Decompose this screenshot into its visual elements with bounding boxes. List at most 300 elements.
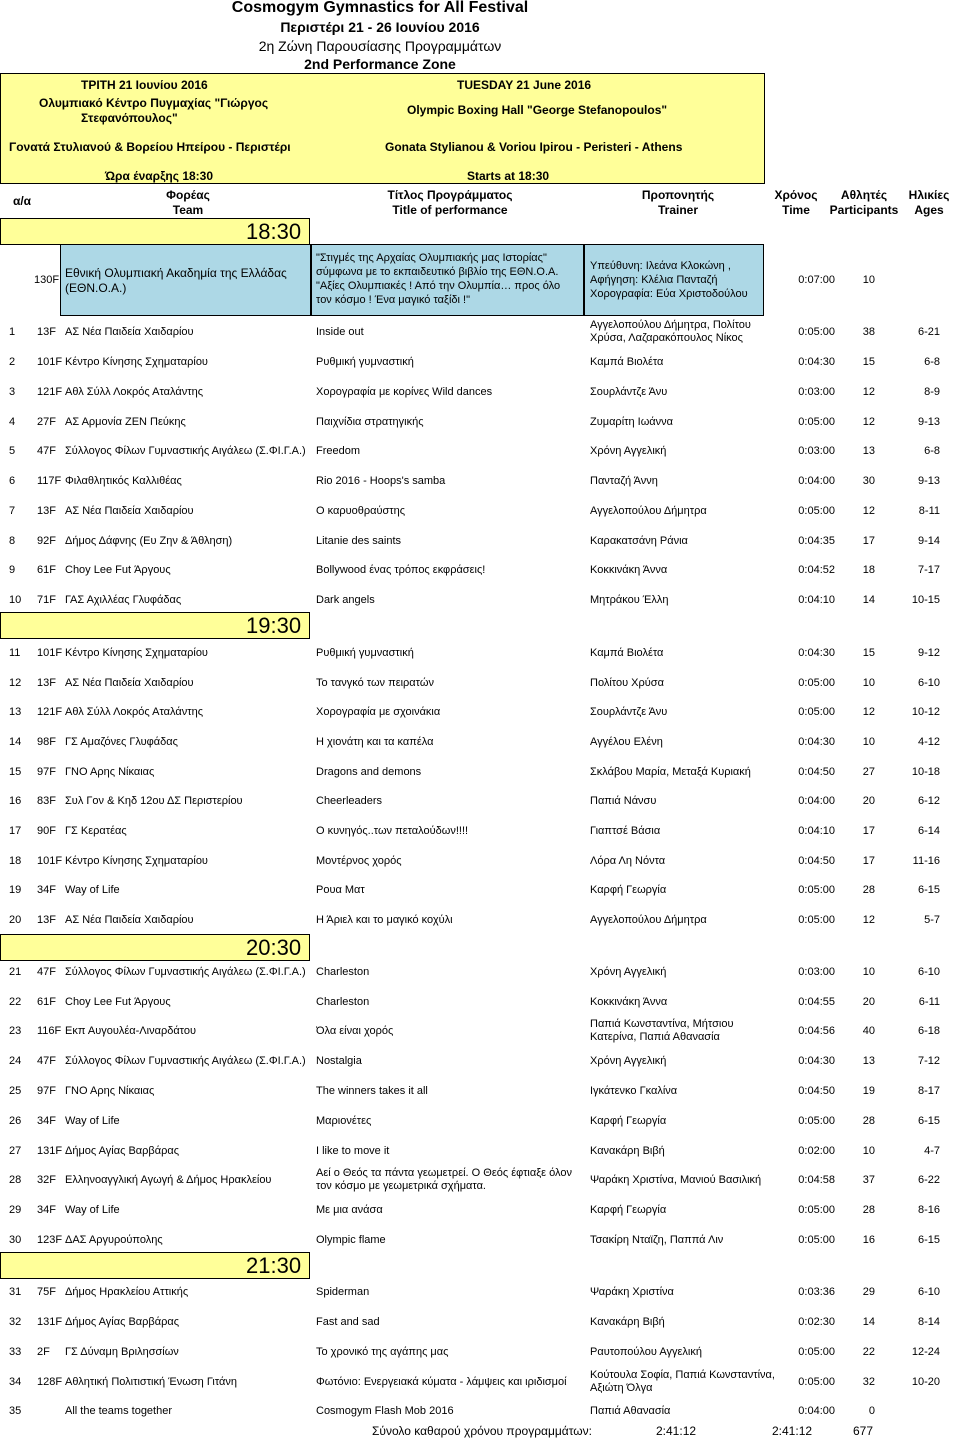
row-participants: 30 [862,474,875,487]
row-code: 97F [37,765,56,778]
featured-title-2: σύμφωνα με το εκπαιδευτικό βιβλίο της ΕΘΝ.Ο.Α. [316,265,559,278]
row-ages: 11-16 [912,854,940,867]
row-title: Olympic flame [316,1233,386,1246]
row-time: 0:04:00 [798,794,835,807]
row-time: 0:05:00 [798,1375,835,1388]
row-code: 61F [37,563,56,576]
row-participants: 16 [862,1233,875,1246]
row-time: 0:04:35 [798,534,835,547]
row-trainer: Χρόνη Αγγελική [590,1054,667,1067]
row-time: 0:02:00 [798,1144,835,1157]
row-participants: 12 [862,385,875,398]
row-number: 8 [9,534,16,547]
row-team: Σύλλογος Φίλων Γυμναστικής Αιγάλεω (Σ.ΦΙ.Γ.Α.) [65,1054,306,1067]
row-trainer: Ζυμαρίτη Ιωάννα [590,415,674,428]
row-trainer: Λόρα Λη Νόντα [590,854,666,867]
row-title: Το τανγκό των πειρατών [316,676,434,689]
row-code: 71F [37,593,56,606]
row-trainer: Αγγελοπούλου Δήμητρα, Πολίτου Χρύσα, Λαζαρακόπουλος Νίκος [590,319,751,344]
row-time: 0:04:56 [798,1024,835,1037]
row-trainer: Κοκκινάκη Άννα [590,563,668,576]
row-ages [885,1403,940,1419]
row-trainer: Κανακάρη Βιβή [590,1144,665,1157]
row-code: 13F [37,676,56,689]
row-trainer: Σουρλάντζε Άνυ [590,385,668,398]
row-ages: 8-17 [917,1084,940,1097]
row-title: Η Άριελ και το μαγικό κοχύλι [316,913,453,926]
row-number: 28 [9,1173,22,1186]
row-code: 34F [37,883,56,896]
row-number: 33 [9,1345,22,1358]
row-participants: 20 [862,794,875,807]
row-number: 31 [9,1285,22,1298]
col-time-gr: Χρόνος [774,188,818,202]
row-time: 0:04:00 [798,474,835,487]
row-title: Cheerleaders [316,794,383,807]
row-ages: 9-13 [917,415,940,428]
row-time: 0:04:52 [798,563,835,576]
row-trainer: Αγγελοπούλου Δήμητρα [590,504,707,517]
row-number: 27 [9,1144,22,1157]
venue-greek-2: Στεφανόπουλος" [81,111,178,125]
row-team: Σύλλογος Φίλων Γυμναστικής Αιγάλεω (Σ.ΦΙ.Γ.Α.) [65,965,306,978]
col-title-gr: Τίτλος Προγράμματος [387,188,513,202]
row-code: 121F [37,385,63,398]
row-code: 47F [37,1054,56,1067]
row-team: Εκπ Αυγουλέα-Λιναρδάτου [65,1024,197,1037]
col-trainer-gr: Προπονητής [641,188,715,202]
row-code: 13F [37,913,56,926]
row-participants: 13 [862,1054,875,1067]
row-ages: 6-10 [917,965,940,978]
col-title-en: Title of performance [392,203,508,217]
row-team: Ελληνοαγγλική Αγωγή & Δήμος Ηρακλείου [65,1173,272,1186]
row-number: 9 [9,563,16,576]
featured-team-1: Εθνική Ολυμπιακή Ακαδημία της Ελλάδας [65,266,287,280]
address-greek: Γονατά Στυλιανού & Βορείου Ηπείρου - Περιστέρι [9,140,291,154]
row-ages: 9-13 [917,474,940,487]
row-title: Charleston [316,995,370,1008]
row-number: 17 [9,824,22,837]
row-trainer: Ψαράκη Χριστίνα [590,1285,674,1298]
row-code: 61F [37,995,56,1008]
row-trainer: Μητράκου Έλλη [590,593,669,606]
row-time: 0:04:58 [798,1173,835,1186]
row-code: 101F [37,355,63,368]
featured-title-1: "Στιγμές της Αρχαίας Ολυμπιακής μας Ιστορίας" [316,251,547,264]
row-team: Choy Lee Fut Άργους [65,563,171,576]
row-code: 101F [37,646,63,659]
row-time: 0:04:55 [798,995,835,1008]
row-participants: 28 [862,1114,875,1127]
row-participants: 17 [862,824,875,837]
row-ages: 6-14 [917,824,940,837]
row-number: 15 [9,765,22,778]
row-team: Αθλητική Πολιτιστική Ένωση Γιτάνη [65,1375,238,1388]
row-trainer: Χρόνη Αγγελική [590,444,667,457]
row-title: Αεί ο Θεός τα πάντα γεωμετρεί. Ο Θεός έφτιαξε όλον τον κόσμο με γεωμετρικά σχήματα. [316,1167,572,1192]
row-ages: 6-8 [924,444,940,457]
row-number: 22 [9,995,22,1008]
row-code: 2F [37,1345,50,1358]
row-number: 23 [9,1024,22,1037]
col-num: α/α [12,194,32,208]
row-time: 0:05:00 [798,1114,835,1127]
row-time: 0:04:50 [798,765,835,778]
row-title: Χορογραφία με σχοινάκια [316,705,441,718]
row-ages: 5-7 [924,913,940,926]
row-trainer: Ραυτοπούλου Αγγελική [590,1345,702,1358]
row-participants: 12 [862,913,875,926]
row-time: 0:04:50 [798,854,835,867]
row-number: 4 [9,415,16,428]
row-time: 0:05:00 [798,504,835,517]
row-number: 20 [9,913,22,926]
row-time: 0:05:00 [798,913,835,926]
row-title: Fast and sad [316,1315,380,1328]
row-trainer: Κούτουλα Σοφία, Παπιά Κωνσταντίνα, Αξιώτη Όλγα [590,1369,775,1394]
row-title: Cosmogym Flash Mob 2016 [316,1404,454,1417]
col-time-en: Time [782,203,810,217]
row-trainer: Παπιά Νάνσυ [590,794,657,807]
row-participants: 10 [862,965,875,978]
row-trainer: Παπιά Κωνσταντίνα, Μήτσιου Κατερίνα, Παπιά Αθανασία [590,1018,734,1043]
row-team: Αθλ Σύλλ Λοκρός Αταλάντης [65,385,203,398]
row-title: Nostalgia [316,1054,362,1067]
row-team: ΔΑΣ Αργυρούπολης [65,1233,163,1246]
row-number: 30 [9,1233,22,1246]
row-number: 6 [9,474,16,487]
row-time: 0:05:00 [798,676,835,689]
row-code: 101F [37,854,63,867]
col-ages-gr: Ηλικίες [908,188,950,202]
row-participants: 17 [862,854,875,867]
row-team: ΑΣ Νέα Παιδεία Χαιδαρίου [65,676,194,689]
row-number: 21 [9,965,22,978]
row-number: 12 [9,676,22,689]
row-code [37,1403,67,1419]
featured-participants: 10 [862,273,875,286]
row-team: Δήμος Ηρακλείου Αττικής [65,1285,189,1298]
row-title: Dark angels [316,593,375,606]
row-participants: 12 [862,504,875,517]
row-title: Ρυθμική γυμναστική [316,646,414,659]
row-team: ΓΣ Αμαζόνες Γλυφάδας [65,735,178,748]
row-time: 0:04:10 [798,824,835,837]
row-team: Way of Life [65,1203,120,1216]
row-participants: 10 [862,735,875,748]
footer-total-1: 2:41:12 [656,1424,697,1438]
row-trainer: Καμπά Βιολέτα [590,355,664,368]
row-team: ΓΝΟ Αρης Νίκαιας [65,1084,155,1097]
featured-team-box [60,244,311,316]
row-title: Όλα είναι χορός [316,1024,394,1037]
row-title: Φωτόνιο: Ενεργειακά κύματα - λάμψεις και ιριδισμοί [316,1375,567,1388]
row-number: 32 [9,1315,22,1328]
row-team: Δήμος Αγίας Βαρβάρας [65,1144,180,1157]
row-team: Choy Lee Fut Άργους [65,995,171,1008]
row-participants: 29 [862,1285,875,1298]
row-ages: 12-24 [911,1345,940,1358]
featured-title-4: τον κόσμο ! Ένα μαγικό ταξίδι !" [316,293,470,306]
venue-english: Olympic Boxing Hall "George Stefanopoulos" [407,103,668,117]
row-code: 13F [37,325,56,338]
row-code: 117F [37,474,62,487]
row-title: Η χιονάτη και τα καπέλα [316,735,434,748]
row-title: Spiderman [316,1285,370,1298]
footer-total-2: 2:41:12 [772,1424,813,1438]
row-time: 0:04:30 [798,646,835,659]
row-code: 83F [37,794,56,807]
row-code: 92F [37,534,56,547]
row-participants: 32 [862,1375,875,1388]
col-team-gr: Φορέας [166,188,210,202]
row-time: 0:03:36 [798,1285,835,1298]
row-team: ΓΣ Κερατέας [65,824,127,837]
row-participants: 22 [862,1345,875,1358]
address-english: Gonata Stylianou & Voriou Ipirou - Peristeri - Athens [385,140,683,154]
row-title: I like to move it [316,1144,390,1157]
row-ages: 6-15 [917,883,940,896]
row-participants: 18 [862,563,875,576]
row-team: Σύλλογος Φίλων Γυμναστικής Αιγάλεω (Σ.ΦΙ.Γ.Α.) [65,444,306,457]
row-trainer: Παπιά Αθανασία [590,1404,671,1417]
row-participants: 40 [862,1024,875,1037]
event-info-box [0,73,765,184]
row-ages: 10-12 [911,705,940,718]
row-code: 116F [37,1024,62,1037]
row-code: 75F [37,1285,56,1298]
col-team-en: Team [172,203,204,217]
row-team: Φιλαθλητικός Καλλιθέας [65,474,182,487]
row-ages: 8-9 [924,385,940,398]
row-number: 13 [9,705,22,718]
row-ages: 10-20 [911,1375,940,1388]
row-participants: 28 [862,1203,875,1216]
row-number: 14 [9,735,22,748]
row-team: ΓΣ Δύναμη Βριλησσίων [65,1345,179,1358]
row-ages: 9-12 [917,646,940,659]
row-ages: 6-21 [917,325,940,338]
row-team: All the teams together [65,1404,173,1417]
row-code: 47F [37,965,56,978]
row-team: ΑΣ Νέα Παιδεία Χαιδαρίου [65,504,194,517]
row-ages: 6-15 [917,1114,940,1127]
row-time: 0:04:00 [798,1404,835,1417]
row-team: Δήμος Αγίας Βαρβάρας [65,1315,180,1328]
row-number: 25 [9,1084,22,1097]
start-time-english: Starts at 18:30 [467,169,550,183]
row-trainer: Καρφή Γεωργία [590,883,667,896]
row-number: 18 [9,854,22,867]
row-number: 35 [9,1404,22,1417]
featured-team-2: (ΕΘΝ.Ο.Α.) [65,281,127,295]
row-team: Way of Life [65,1114,120,1127]
time-slot-bar [0,218,310,245]
row-ages: 6-15 [917,1233,940,1246]
row-participants: 28 [862,883,875,896]
row-title: Με μια ανάσα [316,1203,383,1216]
row-title: Ο κυνηγός..των πεταλούδων!!!! [316,824,469,837]
row-team: Κέντρο Κίνησης Σχηματαρίου [65,646,208,659]
row-participants: 37 [862,1173,875,1186]
row-code: 47F [37,444,56,457]
row-trainer: Τσακίρη Νταϊζη, Παππά Λιν [590,1233,724,1246]
featured-code: 130F [34,273,60,286]
row-trainer: Χρόνη Αγγελική [590,965,667,978]
row-team: Κέντρο Κίνησης Σχηματαρίου [65,355,208,368]
row-time: 0:03:00 [798,444,835,457]
row-code: 13F [37,504,56,517]
row-number: 11 [9,646,21,659]
venue-greek-1: Ολυμπιακό Κέντρο Πυγμαχίας "Γιώργος [39,96,269,110]
row-ages: 6-11 [918,995,940,1008]
row-participants: 10 [862,676,875,689]
time-slot-label: 21:30 [246,1253,302,1278]
row-participants: 19 [862,1084,875,1097]
row-code: 121F [37,705,63,718]
row-time: 0:05:00 [798,883,835,896]
row-code: 131F [37,1315,63,1328]
dates-line: Περιστέρι 21 - 26 Ιουνίου 2016 [280,19,480,35]
row-code: 123F [37,1233,63,1246]
footer-label: Σύνολο καθαρού χρόνου προγραμμάτων: [372,1424,593,1438]
featured-trainer-1: Υπεύθυνη: Ιλεάνα Κλοκώνη , [590,259,731,272]
row-number: 19 [9,883,22,896]
row-code: 131F [37,1144,63,1157]
row-title: Ρυθμική γυμναστική [316,355,414,368]
row-ages: 6-18 [917,1024,940,1037]
featured-trainer-3: Χορογραφία: Εύα Χριστοδούλου [590,287,748,300]
row-ages: 10-18 [911,765,940,778]
row-trainer: Πανταζή Άννη [590,474,658,487]
time-slot-label: 18:30 [246,219,302,244]
row-title: Μαριονέτες [316,1114,372,1127]
time-slot-label: 19:30 [246,613,302,638]
day-english: TUESDAY 21 June 2016 [457,78,592,92]
row-title: Dragons and demons [316,765,422,778]
row-time: 0:04:10 [798,593,835,606]
row-ages: 6-10 [917,1285,940,1298]
row-trainer: Αγγελοπούλου Δήμητρα [590,913,707,926]
featured-trainer-2: Αφήγηση: Κλέλια Πανταζή [590,273,718,286]
row-participants: 27 [862,765,875,778]
row-ages: 7-17 [917,563,940,576]
row-team: ΑΣ Νέα Παιδεία Χαιδαρίου [65,325,194,338]
footer-total-participants: 677 [853,1424,874,1438]
row-participants: 15 [862,355,875,368]
featured-title-3: "Αξίες Ολυμπιακές ! Από την Ολυμπία… προς όλο [316,279,561,292]
row-participants: 14 [862,1315,875,1328]
row-trainer: Αγγέλου Ελένη [590,735,663,748]
row-ages: 9-14 [917,534,940,547]
row-ages: 6-8 [924,355,940,368]
row-code: 128F [37,1375,63,1388]
row-title: Παιχνίδια στρατηγικής [316,415,424,428]
start-time-greek: Ώρα έναρξης 18:30 [105,169,214,183]
row-time: 0:05:00 [798,1345,835,1358]
row-number: 34 [9,1375,22,1388]
row-number: 2 [9,355,16,368]
zone-greek: 2η Ζώνη Παρουσίασης Προγραμμάτων [258,38,502,54]
row-trainer: Καρφή Γεωργία [590,1203,667,1216]
row-trainer: Ψαράκη Χριστίνα, Μανιού Βασιλική [590,1173,762,1186]
row-title: The winners takes it all [316,1084,428,1097]
page-title: Cosmogym Gymnastics for All Festival [231,0,529,16]
row-title: Litanie des saints [316,534,401,547]
row-code: 32F [37,1173,56,1186]
col-part-en: Participants [829,203,899,217]
row-trainer: Γιαπτσέ Βάσια [590,824,661,837]
row-ages: 8-16 [917,1203,940,1216]
row-title: Ρουα Ματ [316,883,365,896]
col-part-gr: Αθλητές [840,188,888,202]
time-slot-label: 20:30 [246,935,302,960]
row-title: Μοντέρνος χορός [316,854,402,867]
row-trainer: Σουρλάντζε Άνυ [590,705,668,718]
row-time: 0:04:50 [798,1084,835,1097]
row-time: 0:04:30 [798,355,835,368]
row-title: Rio 2016 - Hoops's samba [316,474,446,487]
row-title: Το χρονικό της αγάπης μας [316,1345,449,1358]
row-time: 0:05:00 [798,415,835,428]
row-number: 29 [9,1203,22,1216]
row-team: Δήμος Δάφνης (Ευ Ζην & Άθληση) [65,534,233,547]
row-title: Inside out [316,325,364,338]
row-participants: 13 [862,444,875,457]
row-participants: 12 [862,415,875,428]
row-code: 90F [37,824,56,837]
row-team: Αθλ Σύλλ Λοκρός Αταλάντης [65,705,203,718]
row-number: 10 [9,593,22,606]
row-ages: 4-12 [917,735,940,748]
row-time: 0:05:00 [798,325,835,338]
row-number: 5 [9,444,16,457]
row-title: Bollywood ένας τρόπος εκφράσεις! [316,563,486,576]
row-title: Χορογραφία με κορίνες Wild dances [316,385,493,398]
row-code: 97F [37,1084,56,1097]
col-trainer-en: Trainer [657,203,699,217]
row-ages: 6-10 [917,676,940,689]
row-time: 0:04:30 [798,735,835,748]
row-trainer: Καρακατσάνη Ράνια [590,534,688,547]
row-team: ΓΑΣ Αχιλλέας Γλυφάδας [65,593,182,606]
row-number: 26 [9,1114,22,1127]
row-code: 27F [37,415,56,428]
row-code: 34F [37,1203,56,1216]
row-trainer: Καμπά Βιολέτα [590,646,664,659]
row-team: ΑΣ Αρμονία ΖΕΝ Πεύκης [65,415,186,428]
row-trainer: Καρφή Γεωργία [590,1114,667,1127]
row-ages: 8-14 [917,1315,940,1328]
featured-time: 0:07:00 [798,273,835,286]
row-ages: 8-11 [918,504,940,517]
row-time: 0:03:00 [798,965,835,978]
row-number: 1 [9,325,16,338]
row-time: 0:05:00 [798,1203,835,1216]
row-title: Ο καρυοθραύστης [316,504,406,517]
col-ages-en: Ages [914,203,944,217]
row-participants: 38 [862,325,875,338]
row-participants: 17 [862,534,875,547]
row-participants: 10 [862,1144,875,1157]
row-participants: 0 [868,1404,875,1417]
row-number: 7 [9,504,16,517]
row-ages: 4-7 [924,1144,940,1157]
row-team: ΓΝΟ Αρης Νίκαιας [65,765,155,778]
row-number: 24 [9,1054,22,1067]
time-slot-bar [0,612,310,639]
